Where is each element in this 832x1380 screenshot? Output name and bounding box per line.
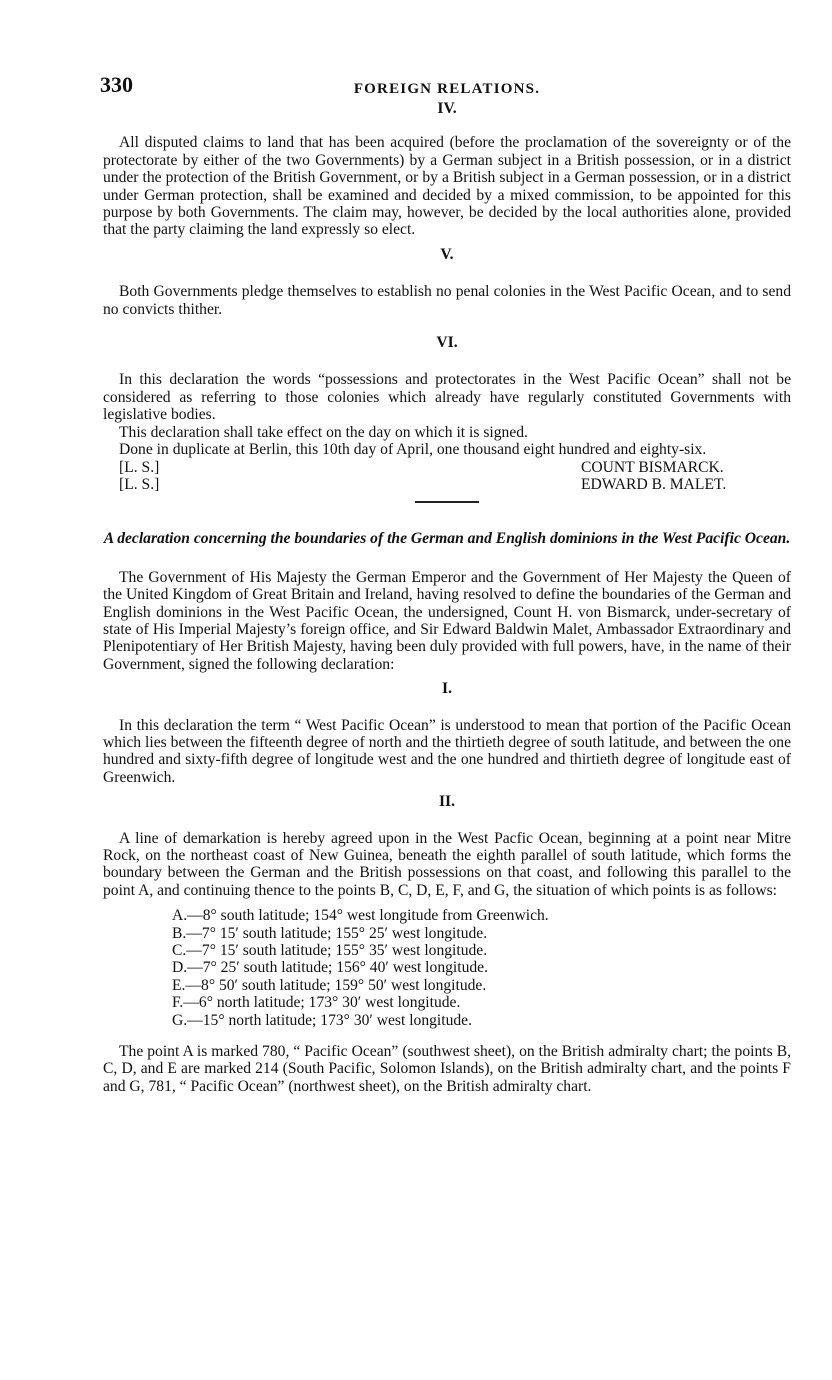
signature-row <box>103 476 791 493</box>
declaration-title: A declaration concerning the boundaries of the German and English dominions in the West Pacific Ocean. <box>103 530 791 548</box>
seal-mark: [L. S.] <box>119 458 160 476</box>
boundary-point: B.—7° 15′ south latitude; 155° 25′ west longitude. <box>172 924 488 942</box>
section-heading-v: V. <box>440 245 454 263</box>
boundary-point: D.—7° 25′ south latitude; 156° 40′ west longitude. <box>172 959 488 977</box>
signature-block <box>103 459 791 494</box>
section-heading-vi: VI. <box>436 334 458 352</box>
section-heading-ii: II. <box>438 793 456 811</box>
boundary-point: E.—8° 50′ south latitude; 159° 50′ west longitude. <box>172 976 487 994</box>
boundary-points-list <box>103 907 791 1029</box>
signatory-name: COUNT BISMARCK. <box>581 458 724 476</box>
section-v-paragraph: Both Governments pledge themselves to establish no penal colonies in the West Pacific Ocean, and to send no convicts thither. <box>103 283 791 318</box>
boundary-point: F.—6° north latitude; 173° 30′ west longitude. <box>172 994 461 1012</box>
section-heading-i: I. <box>442 680 452 698</box>
signature-row <box>103 459 791 476</box>
section-ii-paragraph: A line of demarkation is hereby agreed upon in the West Pacfic Ocean, beginning at a point near Mitre Rock, on the northeast coast of New Guinea, beneath the eighth parallel of south latitude, which forms the boundary between the German and the British possessions on that coast, and following this parallel to the point A, and continuing thence to the points B, C, D, E, F, and G, the situation of which points is as follows: <box>103 829 791 899</box>
document-page <box>100 72 791 1095</box>
seal-mark: [L. S.] <box>119 475 160 493</box>
running-head <box>100 72 791 100</box>
boundary-point: C.—7° 15′ south latitude; 155° 35′ west longitude. <box>172 942 488 960</box>
section-divider <box>415 501 479 503</box>
section-vi-paragraph: In this declaration the words “possessions and protectorates in the West Pacific Ocean” shall not be considered as referring to those colonies which already have regularly constituted Governments with legislative bodies. <box>103 371 791 424</box>
signatory-name: EDWARD B. MALET. <box>581 475 727 493</box>
boundary-point: A.—8° south latitude; 154° west longitude from Greenwich. <box>172 907 549 925</box>
section-ii-closing: The point A is marked 780, “ Pacific Ocean” (southwest sheet), on the British admiralty chart; the points B, C, D, and E are marked 214 (South Pacific, Solomon Islands), on the British admiralty chart, and the points F and G, 781, “ Pacific Ocean” (northwest sheet), on the British admiralty chart. <box>103 1043 791 1095</box>
section-i-paragraph: In this declaration the term “ West Pacific Ocean” is understood to mean that portion of the Pacific Ocean which lies between the fifteenth degree of north and the thirtieth degree of south latitude, and between the one hundred and sixty-fifth degree of longitude west and the one hundred and thirtieth degree of longitude east of Greenwich. <box>103 716 791 786</box>
effect-paragraph: This declaration shall take effect on the day on which it is signed. <box>119 423 528 441</box>
page-number: 330 <box>100 72 133 97</box>
boundary-point: G.—15° north latitude; 173° 30′ west longitude. <box>172 1011 473 1029</box>
declaration-preamble: The Government of His Majesty the German Emperor and the Government of Her Majesty the Queen of the United Kingdom of Great Britain and Ireland, having resolved to define the boundaries of the German and English dominions in the West Pacific Ocean, the undersigned, Count H. von Bismarck, under-secretary of state of His Imperial Majesty’s foreign office, and Sir Edward Baldwin Malet, Ambassador Extraordinary and Plenipotentiary of Her British Majesty, having been duly provided with full powers, have, in the name of their Government, signed the following declaration: <box>103 568 791 673</box>
running-title: FOREIGN RELATIONS. <box>353 81 541 97</box>
section-iv-paragraph: All disputed claims to land that has been acquired (before the proclamation of the sovereignty or of the protectorate by either of the two Governments) by a German subject in a British possession, or in a district under the protection of the British Government, or by a British subject in a German possession, or in a district under German protection, shall be examined and decided by a mixed commission, to be appointed for this purpose by both Governments. The claim may, however, be decided by the local authorities alone, provided that the party claiming the land expressly so elect. <box>103 134 791 239</box>
section-heading-iv: IV. <box>437 100 457 117</box>
done-paragraph: Done in duplicate at Berlin, this 10th day of April, one thousand eight hundred and eighty-six. <box>119 441 707 459</box>
